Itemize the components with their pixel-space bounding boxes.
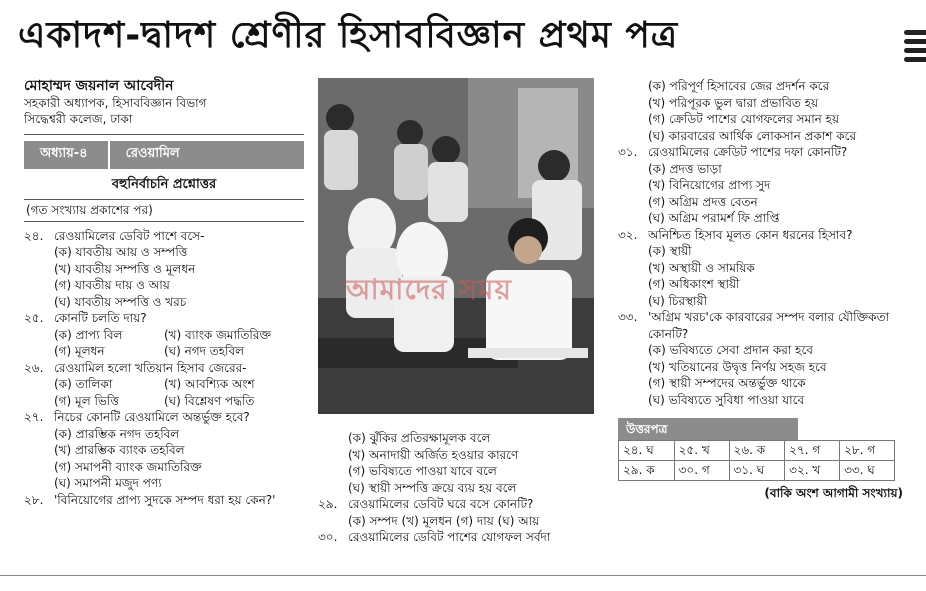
question-number: ২৫. — [24, 311, 44, 325]
answer-cell: ৩৩. ঘ — [840, 461, 895, 481]
chapter-bar — [24, 141, 304, 169]
question-number: ৩১. — [618, 145, 638, 159]
answer-cell: ২৪. ঘ — [619, 441, 675, 461]
option: (ঘ) স্থায়ী সম্পত্তি ক্রয়ে ব্যয় হয় বলে — [348, 480, 517, 495]
option: (খ) অস্থায়ী ও সাময়িক — [648, 260, 755, 275]
option-row — [24, 343, 304, 360]
answer-cell: ৩১. ঘ — [729, 461, 785, 481]
option: (ক) ভবিষ্যতে সেবা প্রদান করা হবে — [648, 343, 813, 357]
option: (গ) অধিকাংশ স্থায়ী — [648, 277, 740, 291]
option: (খ) যাবতীয় সম্পত্তি ও মূলধন — [54, 261, 196, 276]
exam-hall-illustration — [318, 78, 594, 414]
option: (গ) যাবতীয় দায় ও আয় — [54, 278, 170, 292]
answer-cell: ২৯. ক — [619, 461, 675, 481]
option: (গ) ক্রেডিট পাশের যোগফলের সমান হয় — [648, 112, 840, 126]
answer-cell: ২৬. ক — [729, 441, 785, 461]
option: (ক) পরিপূর্ণ হিসাবের জের প্রদর্শন করে — [648, 79, 830, 93]
question-text: নিচের কোনটি রেওয়ামিলে অন্তর্ভুক্ত হবে? — [54, 410, 250, 424]
page-title: একাদশ-দ্বাদশ শ্রেণীর হিসাববিজ্ঞান প্রথম পত্র — [18, 15, 679, 56]
option: (খ) ব্যাংক জমাতিরিক্ত — [164, 327, 272, 342]
option: (ক) প্রারম্ভিক নগদ তহবিল — [54, 426, 180, 441]
question-number: ৩৩. — [618, 310, 638, 324]
option: (ক) স্থায়ী — [648, 244, 692, 258]
option: (খ) খতিয়ানের উদ্বৃত্ত নির্ণয় সহজ হবে — [648, 359, 827, 374]
question-32 — [618, 227, 903, 244]
answer-cell: ২৫. খ — [674, 441, 729, 461]
option: (খ) পরিপূরক ভুল দ্বারা প্রভাবিত হয় — [648, 95, 819, 110]
option: (ক) যাবতীয় আয় ও সম্পত্তি — [54, 245, 188, 259]
table-row — [619, 461, 895, 481]
question-text: রেওয়ামিলের ডেবিট ঘরে বসে কোনটি? — [348, 497, 534, 511]
option: (ঘ) কারবারের আর্থিক লোকসান প্রকাশ করে — [648, 128, 857, 143]
question-28 — [24, 492, 304, 509]
question-text: রেওয়ামিলের ডেবিট পাশে বসে- — [54, 228, 205, 243]
option: (ঘ) বিশ্লেষণ পদ্ধতি — [164, 393, 255, 408]
continued-note: (বাকি অংশ আগামী সংখ্যায়) — [764, 486, 903, 500]
answer-cell: ৩২. খ — [785, 461, 840, 481]
answer-cell: ২৭. গ — [785, 441, 840, 461]
option: (গ) সমাপনী ব্যাংক জমাতিরিক্ত — [54, 459, 202, 474]
column-3 — [618, 78, 903, 502]
answer-cell: ৩০. গ — [674, 461, 729, 481]
previous-note: (গত সংখ্যায় প্রকাশের পর) — [24, 199, 304, 222]
option: (খ) অনাদায়ী অর্জিত হওয়ার কারণে — [348, 447, 519, 462]
option: (ঘ) নগদ তহবিল — [164, 344, 245, 358]
question-33 — [618, 309, 903, 342]
chapter-number: অধ্যায়-৪ — [24, 141, 110, 169]
question-text: রেওয়ামিলের ডেবিট পাশের যোগফল সর্বদা — [348, 530, 551, 544]
question-number: ২৯. — [318, 497, 338, 511]
section-title: বহুনির্বাচনি প্রশ্নোত্তর — [111, 176, 217, 192]
option: (ক) তালিকা — [54, 377, 113, 391]
table-row — [619, 441, 895, 461]
answer-sheet-title: উত্তরপত্র — [618, 418, 798, 440]
option: (গ) মূলধন — [54, 344, 105, 358]
option: (ঘ) ভবিষ্যতে সুবিধা পাওয়া যাবে — [648, 392, 805, 407]
exam-hall-photo — [318, 78, 594, 414]
author-name: মোহাম্মদ জয়নাল আবেদীন — [24, 78, 174, 94]
option: (ক) প্রাপ্য বিল — [54, 327, 123, 342]
option: (ঘ) চিরস্থায়ী — [648, 293, 708, 308]
option: (ঘ) অগ্রিম পরামর্শ ফি প্রাপ্তি — [648, 211, 780, 225]
column-1 — [24, 78, 304, 508]
option-row — [24, 327, 304, 344]
option: (ক) প্রদত্ত ভাড়া — [648, 161, 722, 176]
question-29 — [318, 496, 610, 513]
decorative-stripes — [904, 30, 926, 74]
option: (ঘ) সমাপনী মজুদ পণ্য — [54, 476, 162, 490]
option: (গ) মূল ভিত্তি — [54, 393, 119, 408]
question-text: 'বিনিয়োগের প্রাপ্য সুদকে সম্পদ ধরা হয় কেন?' — [54, 492, 276, 507]
question-text: কোনটি চলতি দায়? — [54, 311, 147, 325]
question-31 — [618, 144, 903, 161]
question-number: ২৮. — [24, 492, 44, 507]
question-number: ২৬. — [24, 360, 44, 375]
bottom-divider — [0, 575, 926, 576]
question-27 — [24, 409, 304, 426]
question-number: ৩২. — [618, 227, 638, 242]
question-text: 'অগ্রিম খরচ'কে কারবারের সম্পদ বলার যৌক্তিকতা কোনটি? — [648, 310, 890, 341]
question-26 — [24, 360, 304, 377]
option: (গ) অগ্রিম প্রদত্ত বেতন — [648, 194, 758, 209]
option: (গ) ভবিষ্যতে পাওয়া যাবে বলে — [348, 464, 497, 478]
author-designation: সহকারী অধ্যাপক, হিসাববিজ্ঞান বিভাগ — [24, 95, 207, 110]
option: (খ) প্রারম্ভিক ব্যাংক তহবিল — [54, 443, 185, 457]
question-number: ২৭. — [24, 410, 44, 424]
option-row — [24, 393, 304, 410]
option: (খ) বিনিয়োগের প্রাপ্য সুদ — [648, 178, 771, 192]
option: (খ) আবশ্যিক অংশ — [164, 377, 255, 391]
answer-table — [618, 440, 895, 481]
question-text: অনিশ্চিত হিসাব মূলত কোন ধরনের হিসাব? — [648, 227, 853, 242]
option: (গ) স্থায়ী সম্পদের অন্তর্ভুক্ত থাকে — [648, 376, 806, 390]
option: (ক) ঝুঁকির প্রতিরক্ষামূলক বলে — [348, 431, 491, 445]
divider — [24, 134, 304, 135]
question-number: ২৪. — [24, 228, 44, 243]
option: (ঘ) যাবতীয় সম্পত্তি ও খরচ — [54, 294, 187, 309]
chapter-name: রেওয়ামিল — [125, 146, 180, 162]
question-text: রেওয়ামিল হলো খতিয়ান হিসাব জেরের- — [54, 360, 247, 375]
watermark-logo: আমাদের সময় — [346, 273, 512, 306]
question-24 — [24, 228, 304, 245]
question-text: রেওয়ামিলের ক্রেডিট পাশের দফা কোনটি? — [648, 145, 848, 159]
question-30 — [318, 529, 610, 546]
option-row — [24, 376, 304, 393]
author-college: সিদ্ধেশ্বরী কলেজ, ঢাকা — [24, 112, 133, 126]
question-number: ৩০. — [318, 530, 338, 544]
answer-cell: ২৮. গ — [840, 441, 895, 461]
question-25 — [24, 310, 304, 327]
option-row: (ক) সম্পদ (খ) মূলধন (গ) দায় (ঘ) আয় — [348, 513, 540, 528]
